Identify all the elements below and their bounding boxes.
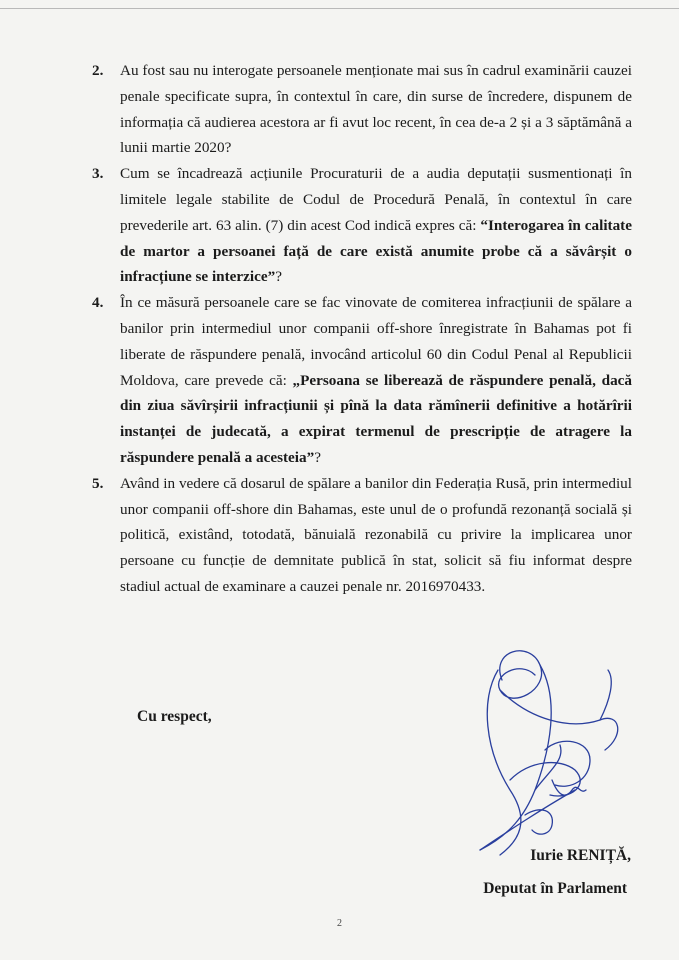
question-text: ?	[314, 448, 321, 466]
question-item	[92, 161, 632, 290]
question-list	[92, 58, 632, 600]
question-text: În ce măsură persoanele care se fac vinovate de comiterea infracțiunii de spălare a banilor prin intermediul unor companii off-shore înregistrate în Bahamas pot fi liberate de răspundere penală, invocând articolul 60 din Codul Penal al Republicii Moldova, care prevede că:	[120, 294, 632, 389]
signatory-name: Iurie RENIȚĂ,	[530, 847, 631, 864]
question-item	[92, 290, 632, 471]
quoted-text: “Interogarea în calitate de martor a persoanei față de care există anumite probe că a săvârșit o infracțiune se interzice”	[120, 216, 632, 286]
top-rule	[0, 8, 679, 9]
handwritten-signature	[440, 640, 640, 870]
question-text: ?	[275, 268, 282, 286]
question-number: 5.	[92, 474, 104, 492]
question-item	[92, 58, 632, 161]
page-number: 2	[337, 918, 342, 929]
question-item	[92, 471, 632, 600]
quoted-text: „Persoana se liberează de răspundere penală, dacă din ziua săvîrșirii infracțiunii și pînă la data rămînerii definitive a hotărîrii instanței de judecată, a expirat termenul de prescripție de atragere la răspundere penală a acesteia”	[120, 371, 632, 466]
signatory-role: Deputat în Parlament	[483, 880, 627, 897]
question-number: 3.	[92, 165, 104, 183]
question-number: 2.	[92, 62, 104, 79]
closing-salutation: Cu respect,	[137, 708, 212, 725]
question-text: Cum se încadrează acțiunile Procuraturii de a audia deputații susmentionați în limitele legale stabilite de Codul de Procedură Penală, în contextul în care prevederile art. 63 alin. (7) din acest Cod indică expres că:	[120, 165, 632, 234]
question-number: 4.	[92, 294, 104, 312]
question-text: Au fost sau nu interogate persoanele menționate mai sus în cadrul examinării cauzei penale specificate supra, în contextul în care, din surse de încredere, dispunem de informația că audierea acestora ar fi avut loc recent, în cea de-a 2 și a 3 săptămână a lunii martie 2020?	[120, 62, 632, 157]
question-text: Având in vedere că dosarul de spălare a banilor din Federația Rusă, prin intermediul unor companii off-shore din Bahamas, este unul de o profundă rezonanță socială și politică, existând, totodată, bănuială rezonabilă cu privire la implicarea unor persoane cu funcție de demnitate publică în stat, solicit să fiu informat despre stadiul actual de examinare a cauzei penale nr. 2016970433.	[120, 474, 632, 595]
